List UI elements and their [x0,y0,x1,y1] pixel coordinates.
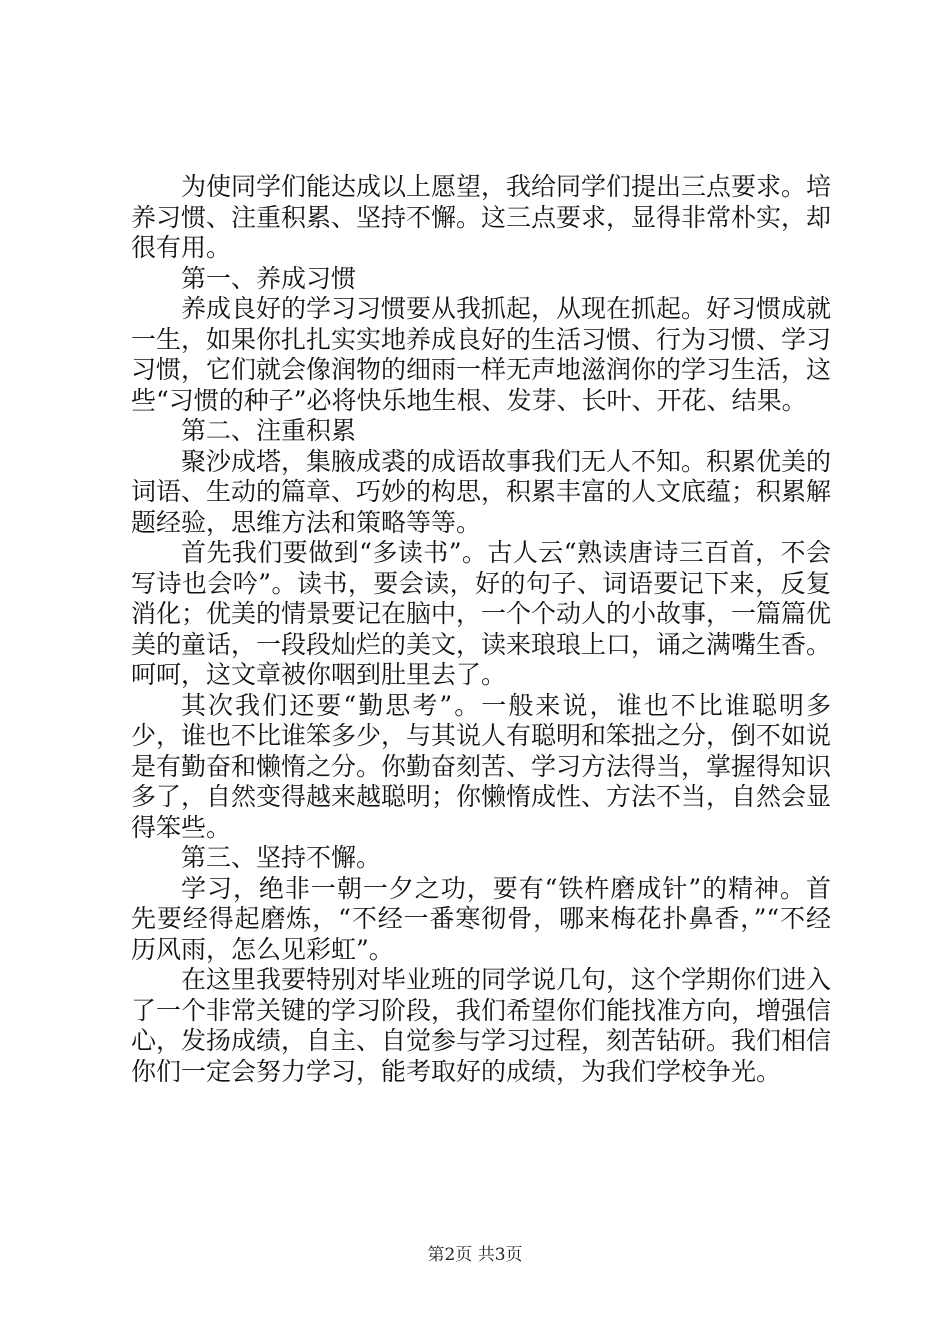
page-number-footer: 第2页 共3页 [427,1245,523,1265]
section-heading-habits: 第一、养成习惯 [181,263,357,293]
paragraph-think-more: 其次我们还要“勤思考”。一般来说，谁也不比谁聪明多少，谁也不比谁笨多少，与其说人有聪明和笨拙之分，倒不如说是有勤奋和懒惰之分。你勤奋刻苦、学习方法得当，掌握得知识多了，自然变得越来越聪明；你懒惰成性、方法不当，自然会显得笨些。 [131,690,832,842]
document-body [131,172,831,1087]
paragraph-persistence: 学习，绝非一朝一夕之功，要有“铁杵磨成针”的精神。首先要经得起磨炼，“不经一番寒彻骨，哪来梅花扑鼻香，”“不经历风雨，怎么见彩虹”。 [131,873,831,964]
paragraph-graduating-class: 在这里我要特别对毕业班的同学说几句，这个学期你们进入了一个非常关键的学习阶段，我们希望你们能找准方向，增强信心，发扬成绩，自主、自觉参与学习过程，刻苦钻研。我们相信你们一定会努力学习，能考取好的成绩，为我们学校争光。 [131,965,832,1086]
section-heading-accumulation: 第二、注重积累 [181,416,357,445]
paragraph-accumulation: 聚沙成塔，集腋成裘的成语故事我们无人不知。积累优美的词语、生动的篇章、巧妙的构思，积累丰富的人文底蕴；积累解题经验，思维方法和策略等等。 [131,446,832,537]
paragraph-read-more: 首先我们要做到“多读书”。古人云“熟读唐诗三百首，不会写诗也会吟”。读书，要会读，好的句子、词语要记下来，反复消化；优美的情景要记在脑中，一个个动人的小故事，一篇篇优美的童话，一段段灿烂的美文，读来琅琅上口，诵之满嘴生香。呵呵，这文章被你咽到肚里去了。 [131,538,832,689]
paragraph-requirements-intro: 为使同学们能达成以上愿望，我给同学们提出三点要求。培养习惯、注重积累、坚持不懈。这三点要求，显得非常朴实，却很有用。 [131,172,832,262]
paragraph-habits: 养成良好的学习习惯要从我抓起，从现在抓起。好习惯成就一生，如果你扎扎实实地养成良好的生活习惯、行为习惯、学习习惯，它们就会像润物的细雨一样无声地滋润你的学习生活，这些“习惯的种子”必将快乐地生根、发芽、长叶、开花、结果。 [131,294,832,415]
section-heading-persistence: 第三、坚持不懈。 [181,843,382,872]
